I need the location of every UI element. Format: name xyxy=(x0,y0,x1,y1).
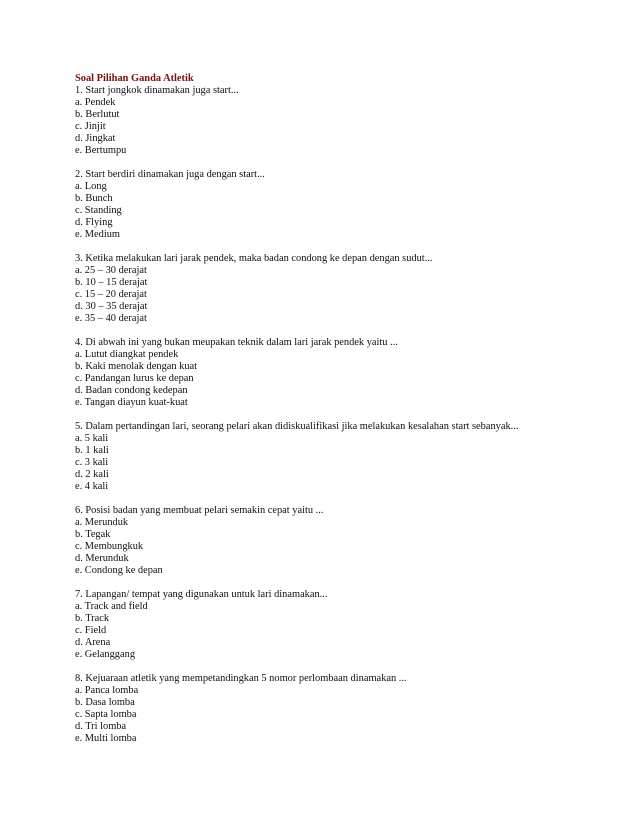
question-text: 4. Di abwah ini yang bukan meupakan teknik dalam lari jarak pendek yaitu ... xyxy=(75,337,398,348)
option-b: b. Track xyxy=(75,613,110,624)
option-e: e. Condong ke depan xyxy=(75,565,163,576)
question-8 xyxy=(75,673,615,745)
question-text: 2. Start berdiri dinamakan juga dengan start... xyxy=(75,169,265,180)
option-d: d. Flying xyxy=(75,217,113,228)
option-d: d. Arena xyxy=(75,637,111,648)
question-4 xyxy=(75,337,615,409)
question-text: 6. Posisi badan yang membuat pelari semakin cepat yaitu ... xyxy=(75,505,324,516)
option-b: b. Kaki menolak dengan kuat xyxy=(75,361,198,372)
option-d: d. Badan condong kedepan xyxy=(75,385,188,396)
question-3 xyxy=(75,253,615,325)
question-1 xyxy=(75,85,615,157)
question-text: 1. Start jongkok dinamakan juga start... xyxy=(75,85,239,96)
option-a: a. Pendek xyxy=(75,97,116,108)
option-e: e. Medium xyxy=(75,229,121,240)
question-5 xyxy=(75,421,615,493)
option-b: b. Tegak xyxy=(75,529,111,540)
option-c: c. Membungkuk xyxy=(75,541,144,552)
option-a: a. Track and field xyxy=(75,601,148,612)
option-a: a. Panca lomba xyxy=(75,685,139,696)
option-c: c. Field xyxy=(75,625,107,636)
option-b: b. 10 – 15 derajat xyxy=(75,277,148,288)
option-e: e. Tangan diayun kuat-kuat xyxy=(75,397,188,408)
option-b: b. 1 kali xyxy=(75,445,109,456)
option-e: e. 4 kali xyxy=(75,481,109,492)
option-a: a. Long xyxy=(75,181,107,192)
question-7 xyxy=(75,589,615,661)
document-title: Soal Pilihan Ganda Atletik xyxy=(75,73,194,84)
option-a: a. 25 – 30 derajat xyxy=(75,265,147,276)
option-b: b. Berlutut xyxy=(75,109,120,120)
question-2 xyxy=(75,169,615,241)
option-d: d. 2 kali xyxy=(75,469,109,480)
question-6 xyxy=(75,505,615,577)
option-d: d. 30 – 35 derajat xyxy=(75,301,148,312)
option-b: b. Dasa lomba xyxy=(75,697,135,708)
option-e: e. Gelanggang xyxy=(75,649,136,660)
option-e: e. Multi lomba xyxy=(75,733,137,744)
option-c: c. Jinjit xyxy=(75,121,106,132)
option-e: e. Bertumpu xyxy=(75,145,127,156)
option-c: c. Sapta lomba xyxy=(75,709,137,720)
option-c: c. 3 kali xyxy=(75,457,109,468)
question-text: 8. Kejuaraan atletik yang mempetandingkan 5 nomor perlombaan dinamakan ... xyxy=(75,673,407,684)
quiz-document xyxy=(75,73,615,757)
option-c: c. Pandangan lurus ke depan xyxy=(75,373,194,384)
option-d: d. Tri lomba xyxy=(75,721,127,732)
option-a: a. Merunduk xyxy=(75,517,129,528)
option-e: e. 35 – 40 derajat xyxy=(75,313,147,324)
option-c: c. 15 – 20 derajat xyxy=(75,289,147,300)
question-text: 5. Dalam pertandingan lari, seorang pelari akan didiskualifikasi jika melakukan kesalahan start sebanyak... xyxy=(75,421,519,432)
option-a: a. Lutut diangkat pendek xyxy=(75,349,179,360)
option-a: a. 5 kali xyxy=(75,433,109,444)
question-text: 3. Ketika melakukan lari jarak pendek, maka badan condong ke depan dengan sudut... xyxy=(75,253,433,264)
option-d: d. Merunduk xyxy=(75,553,129,564)
option-c: c. Standing xyxy=(75,205,122,216)
option-b: b. Bunch xyxy=(75,193,113,204)
question-text: 7. Lapangan/ tempat yang digunakan untuk lari dinamakan... xyxy=(75,589,328,600)
option-d: d. Jingkat xyxy=(75,133,116,144)
